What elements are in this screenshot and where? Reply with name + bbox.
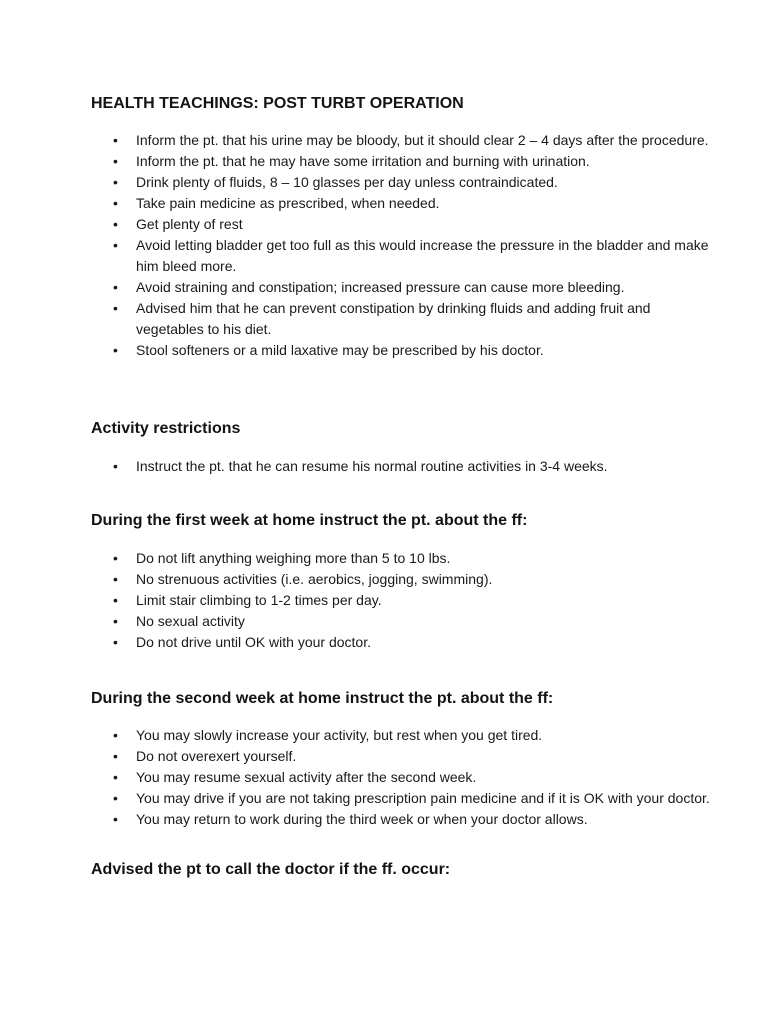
list-item <box>91 193 711 214</box>
bullet-icon: • <box>113 769 118 785</box>
section-heading: Advised the pt to call the doctor if the ff. occur: <box>91 861 451 878</box>
bullet-icon: • <box>113 342 118 358</box>
bullet-icon: • <box>113 458 118 474</box>
list-item-text: Drink plenty of fluids, 8 – 10 glasses per day unless contraindicated. <box>136 174 558 190</box>
post-op-teaching-list <box>91 130 711 361</box>
section-heading: During the second week at home instruct the pt. about the ff: <box>91 690 554 707</box>
list-item-text: Get plenty of rest <box>136 216 243 232</box>
list-item-text: No sexual activity <box>136 613 245 629</box>
list-item <box>91 809 711 830</box>
list-item <box>91 130 711 151</box>
list-item-text: No strenuous activities (i.e. aerobics, jogging, swimming). <box>136 571 493 587</box>
list-item-text: Stool softeners or a mild laxative may be prescribed by his doctor. <box>136 342 544 358</box>
list-item <box>91 767 711 788</box>
list-item <box>91 590 711 611</box>
list-item-text: Do not overexert yourself. <box>136 748 297 764</box>
list-item-text: Avoid letting bladder get too full as this would increase the pressure in the bladder and make him bleed more. <box>136 237 709 274</box>
list-item <box>91 746 711 767</box>
bullet-icon: • <box>113 300 118 316</box>
list-item <box>91 632 711 653</box>
activity-list <box>91 456 711 477</box>
list-item <box>91 725 711 746</box>
list-item-text: Take pain medicine as prescribed, when needed. <box>136 195 440 211</box>
bullet-icon: • <box>113 748 118 764</box>
section-heading: Activity restrictions <box>91 420 241 437</box>
list-item-text: Inform the pt. that his urine may be bloody, but it should clear 2 – 4 days after the procedure. <box>136 132 709 148</box>
second-week-list <box>91 725 711 830</box>
list-item-text: Instruct the pt. that he can resume his normal routine activities in 3-4 weeks. <box>136 458 608 474</box>
document-title: HEALTH TEACHINGS: POST TURBT OPERATION <box>91 95 464 112</box>
list-item-text: You may slowly increase your activity, but rest when you get tired. <box>136 727 543 743</box>
list-item-text: You may resume sexual activity after the second week. <box>136 769 477 785</box>
bullet-icon: • <box>113 613 118 629</box>
list-item-text: Do not drive until OK with your doctor. <box>136 634 371 650</box>
list-item <box>91 788 711 809</box>
bullet-icon: • <box>113 592 118 608</box>
list-item <box>91 611 711 632</box>
list-item <box>91 172 711 193</box>
list-item <box>91 548 711 569</box>
bullet-icon: • <box>113 153 118 169</box>
bullet-icon: • <box>113 132 118 148</box>
section-post-turbt <box>91 94 711 361</box>
bullet-icon: • <box>113 571 118 587</box>
section-call-doctor <box>91 860 711 880</box>
section-first-week <box>91 511 711 653</box>
list-item <box>91 277 711 298</box>
list-item-text: Inform the pt. that he may have some irritation and burning with urination. <box>136 153 590 169</box>
bullet-icon: • <box>113 237 118 253</box>
list-item <box>91 151 711 172</box>
bullet-icon: • <box>113 195 118 211</box>
section-second-week <box>91 689 711 830</box>
list-item-text: Avoid straining and constipation; increased pressure can cause more bleeding. <box>136 279 625 295</box>
bullet-icon: • <box>113 727 118 743</box>
list-item <box>91 298 711 340</box>
list-item-text: Do not lift anything weighing more than 5 to 10 lbs. <box>136 550 451 566</box>
bullet-icon: • <box>113 790 118 806</box>
list-item <box>91 235 711 277</box>
bullet-icon: • <box>113 174 118 190</box>
bullet-icon: • <box>113 279 118 295</box>
bullet-icon: • <box>113 216 118 232</box>
list-item-text: Limit stair climbing to 1-2 times per day. <box>136 592 382 608</box>
list-item <box>91 569 711 590</box>
list-item-text: You may drive if you are not taking prescription pain medicine and if it is OK with your doctor. <box>136 790 710 806</box>
bullet-icon: • <box>113 550 118 566</box>
first-week-list <box>91 548 711 653</box>
section-heading: During the first week at home instruct the pt. about the ff: <box>91 512 528 529</box>
list-item <box>91 214 711 235</box>
bullet-icon: • <box>113 634 118 650</box>
list-item-text: Advised him that he can prevent constipation by drinking fluids and adding fruit and vegetables to his diet. <box>136 300 651 337</box>
bullet-icon: • <box>113 811 118 827</box>
section-activity-restrictions <box>91 419 711 477</box>
list-item <box>91 340 711 361</box>
list-item <box>91 456 711 477</box>
list-item-text: You may return to work during the third week or when your doctor allows. <box>136 811 588 827</box>
